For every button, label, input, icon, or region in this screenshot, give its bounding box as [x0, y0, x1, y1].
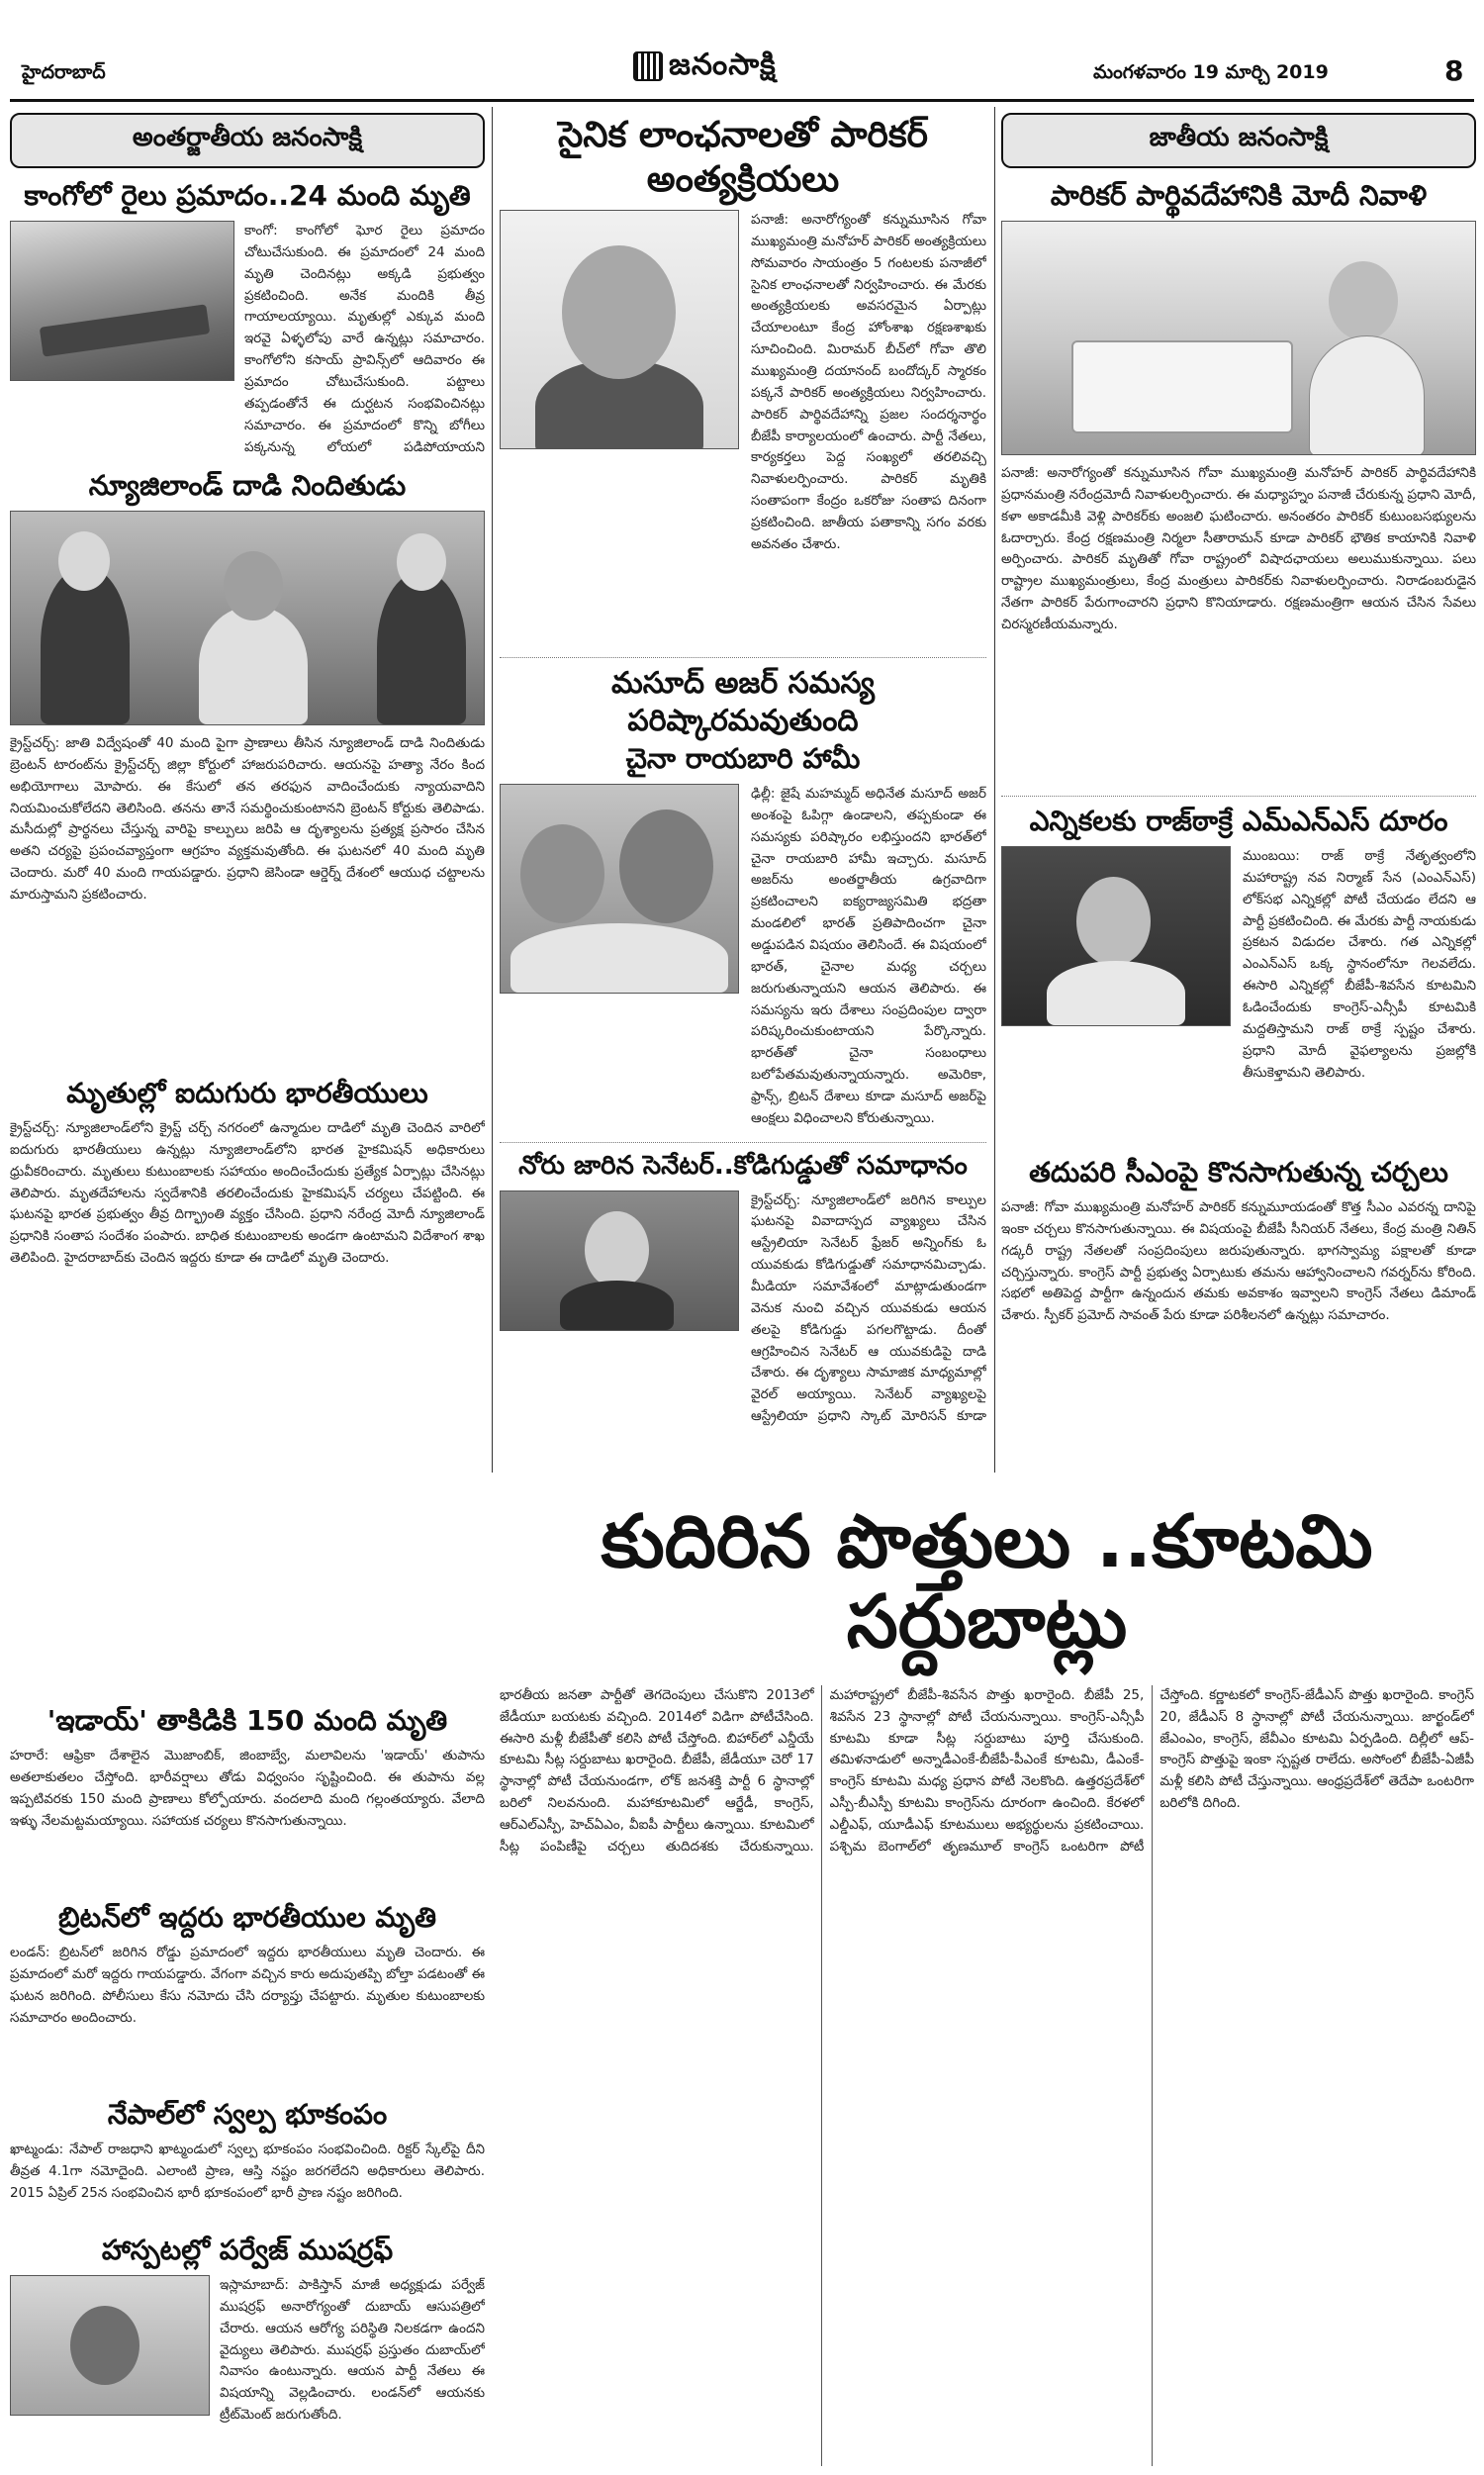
headline-next-cm: తదుపరి సీఎంపై కొనసాగుతున్న చర్చలు [1029, 1156, 1448, 1189]
section-header-national: జాతీయ జనంసాక్షి [1001, 113, 1476, 168]
header-divider [10, 99, 1474, 102]
headline-cyclone-idai: 'ఇడాయ్' తాకిడికి 150 మంది మృతి [46, 1704, 448, 1737]
issue-date: మంగళవారం 19 మార్చి 2019 [1093, 61, 1329, 83]
headline-senator-egg: నోరు జారిన సెనేటర్..కోడిగుడ్డుతో సమాధానం [518, 1151, 968, 1181]
article-body-alliances: భారతీయ జనతా పార్టీతో తెగదెంపులు చేసుకొని 2013లో జేడీయూ బయటకు వచ్చింది. 2014లో విడిగా పోటీచేసింది. ఈసారి మళ్లీ బీజేపీతో కలిసి పోటీ చేస్తోంది. బిహార్‌లో ఎన్డీయే కూటమి సీట్ల సర్దుబాటు ఖరారైంది. బీజేపీ, జేడీయూ చెరో 17 స్థానాల్లో పోటీ చేయనుండగా, లోక్ జనశక్తి పార్టీ 6 స్థానాల్లో బరిలో నిలవనుంది. మహాకూటమిలో ఆర్జేడీ, కాంగ్రెస్, ఆర్ఎల్ఎస్పీ, హెచ్ఏఎం, వీఐపీ పార్టీలు ఉన్నాయి. కూటమిలో సీట్ల పంపిణీపై చర్చలు తుదిదశకు చేరుకున్నాయి. మహారాష్ట్రలో బీజేపీ-శివసేన పొత్తు ఖరారైంది. బీజేపీ 25, శివసేన 23 స్థానాల్లో పోటీ చేయనున్నాయి. కాంగ్రెస్-ఎన్సీపీ కూటమి కూడా సీట్ల సర్దుబాటు పూర్తి చేసుకుంది. తమిళనాడులో అన్నాడీఎంకే-బీజేపీ-పీఎంకే కూటమి, డీఎంకే-కాంగ్రెస్ కూటమి మధ్య ప్రధాన పోటీ నెలకొంది. ఉత్తరప్రదేశ్‌లో ఎస్పీ-బీఎస్పీ కూటమి కాంగ్రెస్‌ను దూరంగా ఉంచింది. కేరళలో ఎల్డీఎఫ్, యూడీఎఫ్ కూటములు అభ్యర్థులను ప్రకటించాయి. పశ్చిమ బెంగాల్‌లో తృణమూల్ కాంగ్రెస్ ఒంటరిగా పోటీ చేస్తోంది. కర్ణాటకలో కాంగ్రెస్-జేడీఎస్ పొత్తు ఖరారైంది. కాంగ్రెస్ 20, జేడీఎస్ 8 స్థానాల్లో పోటీ చేయనున్నాయి. జార్ఖండ్‌లో జేఎంఎం, కాంగ్రెస్, జేవీఎం కూటమి ఏర్పడింది. దిల్లీలో ఆప్-కాంగ్రెస్ పొత్తుపై ఇంకా స్పష్టత రాలేదు. అసోంలో బీజేపీ-ఏజీపీ మళ్లీ కలిసి పోటీ చేస్తున్నాయి. ఆంధ్రప్రదేశ్‌లో తెదేపా ఒంటరిగా బరిలోకి దిగింది. [500, 1686, 1474, 1855]
left-column [10, 107, 485, 2467]
article-body-masood-azhar: ఢిల్లీ: జైషే మహమ్మద్ అధినేత మసూద్ అజర్ అంశంపై ఓపిగ్గా ఉండాలని, తప్పకుండా ఈ సమస్యకు పరిష్కారం లభిస్తుందని భారత్‌లో చైనా రాయబారి హామీ ఇచ్చారు. మసూద్ అజర్‌ను అంతర్జాతీయ ఉగ్రవాదిగా ప్రకటించాలని ఐక్యరాజ్యసమితి భద్రతా మండలిలో భారత్ ప్రతిపాదించగా చైనా అడ్డుపడిన విషయం తెలిసిందే. ఈ విషయంలో భారత్, చైనాల మధ్య చర్చలు జరుగుతున్నాయని ఆయన తెలిపారు. ఈ సమస్యను ఇరు దేశాలు సంప్రదింపుల ద్వారా పరిష్కరించుకుంటాయని పేర్కొన్నారు. భారత్‌తో చైనా సంబంధాలు బలోపేతమవుతున్నాయన్నారు. అమెరికా, ఫ్రాన్స్, బ్రిటన్ దేశాలు కూడా మసూద్ అజర్‌పై ఆంక్షలు విధించాలని కోరుతున్నాయి. [751, 786, 986, 1126]
article-body-cyclone-idai: హరారే: ఆఫ్రికా దేశాలైన మొజాంబిక్, జింబాబ్వే, మలావిలను 'ఇడాయ్' తుపాను అతలాకుతలం చేస్తోంది. భారీవర్షాలు తోడు విధ్వంసం సృష్టించింది. ఈ తుపాను వల్ల ఇప్పటివరకు 150 మంది ప్రాణాలు కోల్పోయారు. వందలాది మంది గల్లంతయ్యారు. వేలాది ఇళ్ళు నేలమట్టమయ్యాయి. సహాయక చర్యలు కొనసాగుతున్నాయి. [10, 1748, 485, 1829]
photo-train-accident [10, 221, 234, 381]
headline-musharraf: హాస్పటల్లో పర్వేజ్ ముషర్రఫ్ [101, 2234, 394, 2266]
headline-parrikar-funeral: సైనిక లాంఛనాలతో పారికర్ అంత్యక్రియలు [558, 115, 928, 200]
column-divider [994, 107, 995, 1473]
article-separator [500, 657, 986, 659]
article-body-senator-egg: క్రైస్ట్‌చర్చ్: న్యూజిలాండ్‌లో జరిగిన కాల్పుల ఘటనపై వివాదాస్పద వ్యాఖ్యలు చేసిన ఆస్ట్రేలియా సెనేటర్ ఫ్రేజర్ అన్నింగ్‌కు ఓ యువకుడు కోడిగుడ్డుతో సమాధానమిచ్చాడు. మీడియా సమావేశంలో మాట్లాడుతుండగా వెనుక నుంచి వచ్చిన యువకుడు ఆయన తలపై కోడిగుడ్డు పగలగొట్టాడు. దీంతో ఆగ్రహించిన సెనేటర్ ఆ యువకుడిపై దాడి చేశారు. ఈ దృశ్యాలు సామాజిక మాధ్యమాల్లో వైరల్ అయ్యాయి. సెనేటర్ వ్యాఖ్యలపై ఆస్ట్రేలియా ప్రధాని స్కాట్ మోరిసన్ కూడా [751, 1191, 986, 1425]
masthead-title: జనంసాక్షి [669, 48, 777, 82]
photo-parrikar [500, 210, 739, 449]
article-body-congo-train: కాంగో: కాంగోలో ఘోర రైలు ప్రమాదం చోటుచేసుకుంది. ఈ ప్రమాదంలో 24 మంది మృతి చెందినట్లు అక్కడి ప్రభుత్వం ప్రకటించింది. అనేక మందికి తీవ్ర గాయాలయ్యాయి. మృతుల్లో ఎక్కువ మంది ఇరవై ఏళ్ళలోపు వారే ఉన్నట్లు సమాచారం. కాంగోలోని కసాయ్ ప్రావిన్స్‌లో ఆదివారం ఈ ప్రమాదం చోటుచేసుకుంది. పట్టాలు తప్పడంతోనే ఈ దుర్ఘటన సంభవించినట్లు సమాచారం. ఈ ప్రమాదంలో కొన్ని బోగీలు పక్కనున్న లోయలో పడిపోయాయని [244, 223, 485, 455]
headline-congo-train: కాంగోలో రైలు ప్రమాదం..24 మంది మృతి [24, 179, 471, 212]
section-header-international: అంతర్జాతీయ జనంసాక్షి [10, 113, 485, 168]
article-body-parrikar-funeral: పనాజీ: అనారోగ్యంతో కన్నుమూసిన గోవా ముఖ్యమంత్రి మనోహర్ పారికర్ అంత్యక్రియలు సోమవారం సాయంత్రం 5 గంటలకు పనాజీలో సైనిక లాంఛనాలతో నిర్వహించారు. ఈ మేరకు అంత్యక్రియలకు అవసరమైన ఏర్పాట్లు చేయాలంటూ కేంద్ర హోంశాఖ రక్షణశాఖకు సూచించింది. మిరామర్ బీచ్‌లో గోవా తొలి ముఖ్యమంత్రి దయానంద్ బందోద్కర్ స్మారకం పక్కనే పారికర్ అంత్యక్రియలు నిర్వహించారు. పారికర్ పార్థివదేహాన్ని ప్రజల సందర్శనార్థం బీజేపీ కార్యాలయంలో ఉంచారు. పార్టీ నేతలు, కార్యకర్తలు పెద్ద సంఖ్యలో తరలివచ్చి నివాళులర్పించారు. పారికర్ మృతికి సంతాపంగా కేంద్రం ఒకరోజు సంతాప దినంగా ప్రకటించింది. జాతీయ పతాకాన్ని సగం వరకు అవనతం చేశారు. [751, 212, 986, 552]
article-body-raj-thackeray: ముంబయి: రాజ్ ఠాక్రే నేతృత్వంలోని మహారాష్ట్ర నవ నిర్మాణ్ సేన (ఎంఎన్ఎస్) లోక్‌సభ ఎన్నికల్లో పోటీ చేయడం లేదని ఆ పార్టీ ప్రకటించింది. ఈ మేరకు పార్టీ నాయకుడు ప్రకటన విడుదల చేశారు. గత ఎన్నికల్లో ఎంఎన్ఎస్ ఒక్క స్థానంలోనూ గెలవలేదు. ఈసారి ఎన్నికల్లో బీజేపీ-శివసేన కూటమిని ఓడించేందుకు కాంగ్రెస్-ఎన్సీపీ కూటమికి మద్దతిస్తామని రాజ్ ఠాక్రే స్పష్టం చేశారు. ప్రధాని మోదీ వైఫల్యాలను ప్రజల్లోకి తీసుకెళ్తామని తెలిపారు. [1243, 848, 1476, 1081]
photo-raj-thackeray [1001, 846, 1231, 1026]
photo-masood-azhar [500, 784, 739, 994]
headline-modi-tribute: పారికర్ పార్థివదేహానికి మోదీ నివాళి [1050, 179, 1428, 212]
photo-senator [500, 1190, 739, 1331]
photo-modi-tribute [1001, 221, 1476, 455]
article-body-nz-attacker: క్రైస్ట్‌చర్చ్: జాతి విద్వేషంతో 40 మంది పైగా ప్రాణాలు తీసిన న్యూజిలాండ్ దాడి నిందితుడు బ్రెంటన్ టారంట్‌ను క్రైస్ట్‌చర్చ్ జిల్లా కోర్టులో హాజరుపరిచారు. ఆయనపై హత్యా నేరం కింద అభియోగాలు మోపారు. ఈ కేసులో తన తరఫున వాదించేందుకు న్యాయవాదిని నియమించుకోలేదని తెలిసింది. తనను తానే సమర్థించుకుంటానని బ్రెంటన్ కోర్టుకు తెలిపాడు. మసీదుల్లో ప్రార్థనలు చేస్తున్న వారిపై కాల్పులు జరిపి ఆ దృశ్యాలను ప్రత్యక్ష ప్రసారం చేసిన అతని చర్యపై ప్రపంచవ్యాప్తంగా ఆగ్రహం వ్యక్తమవుతోంది. ఈ ఘటనలో 40 మంది మృతి చెందారు. మరో 40 మంది గాయపడ్డారు. ప్రధాని జెసిండా ఆర్డెర్న్ దేశంలో ఆయుధ చట్టాలను మారుస్తామని ప్రకటించారు. [10, 735, 485, 904]
headline-britain-accident: బ్రిటన్‌లో ఇద్దరు భారతీయుల మృతి [58, 1901, 436, 1934]
subheadline-china-envoy: చైనా రాయబారి హామీ [625, 742, 861, 775]
article-body-next-cm: పనాజీ: గోవా ముఖ్యమంత్రి మనోహర్ పారికర్ కన్నుమూయడంతో కొత్త సీఎం ఎవరన్న దానిపై ఇంకా చర్చలు కొనసాగుతున్నాయి. ఈ విషయంపై బీజేపీ సీనియర్ నేతలు, కేంద్ర మంత్రి నితిన్ గడ్కరీ రాష్ట్ర నేతలతో సంప్రదింపులు జరుపుతున్నారు. భాగస్వామ్య పక్షాలతో కూడా చర్చిస్తున్నారు. కాంగ్రెస్ పార్టీ ప్రభుత్వ ఏర్పాటుకు తమను ఆహ్వానించాలని గవర్నర్‌ను కోరింది. సభలో అతిపెద్ద పార్టీగా ఉన్నందున తమకు అవకాశం ఇవ్వాలని కాంగ్రెస్ నేతలు డిమాండ్ చేశారు. స్పీకర్ ప్రమోద్ సావంత్ పేరు కూడా పరిశీలనలో ఉన్నట్లు సమాచారం. [1001, 1199, 1476, 1324]
article-separator [500, 1142, 986, 1144]
article-body-nepal-quake: ఖాట్మండు: నేపాల్ రాజధాని ఖాట్మండులో స్వల్ప భూకంపం సంభవించింది. రిక్టర్ స్కేల్‌పై దీని తీవ్రత 4.1గా నమోదైంది. ఎలాంటి ప్రాణ, ఆస్తి నష్టం జరగలేదని అధికారులు తెలిపారు. 2015 ఏప్రిల్ 25న సంభవించిన భారీ భూకంపంలో భారీ ప్రాణ నష్టం జరిగింది. [10, 2142, 485, 2201]
page-header [0, 0, 1484, 91]
page-number: 8 [1444, 54, 1464, 87]
photo-musharraf [10, 2275, 210, 2416]
headline-nepal-quake: నేపాల్‌లో స్వల్ప భూకంపం [107, 2098, 388, 2131]
bottom-block [500, 1476, 1474, 2466]
headline-masood-azhar: మసూద్ అజర్ సమస్య పరిష్కారమవుతుంది [611, 666, 875, 738]
masthead [633, 48, 777, 89]
article-body-musharraf: ఇస్లామాబాద్: పాకిస్తాన్ మాజీ అధ్యక్షుడు పర్వేజ్ ముషర్రఫ్ అనారోగ్యంతో దుబాయ్ ఆసుపత్రిలో చేరారు. ఆయన ఆరోగ్య పరిస్థితి నిలకడగా ఉందని వైద్యులు తెలిపారు. ముషర్రఫ్ ప్రస్తుతం దుబాయ్‌లో నివాసం ఉంటున్నారు. ఆయన పార్టీ నేతలు ఈ విషయాన్ని వెల్లడించారు. లండన్‌లో ఆయనకు ట్రీట్‌మెంట్ జరుగుతోంది. [220, 2277, 485, 2424]
article-body-indian-victims: క్రైస్ట్‌చర్చ్: న్యూజిలాండ్‌లోని క్రైస్ట్ చర్చ్ నగరంలో ఉన్మాదుల దాడిలో మృతి చెందిన వారిలో ఐదుగురు భారతీయులు ఉన్నట్లు న్యూజిలాండ్‌లోని భారత హైకమిషన్ అధికారులు ధ్రువీకరించారు. మృతులు కుటుంబాలకు సహాయం అందించేందుకు ప్రత్యేక ఏర్పాట్లు చేసినట్లు తెలిపారు. మృతదేహాలను స్వదేశానికి తరలించేందుకు హైకమిషన్ చర్యలు చేపట్టింది. ఈ ఘటనపై భారత ప్రభుత్వం తీవ్ర దిగ్భ్రాంతి వ్యక్తం చేసింది. ప్రధాని నరేంద్ర మోదీ న్యూజిలాండ్ ప్రధానికి సంతాప సందేశం పంపారు. బాధిత కుటుంబాలకు అండగా ఉంటామని విదేశాంగ శాఖ తెలిపింది. హైదరాబాద్‌కు చెందిన ఇద్దరు కూడా ఈ దాడిలో మృతి చెందారు. [10, 1120, 485, 1267]
middle-column [500, 107, 986, 1473]
city-label: హైదరాబాద్ [22, 61, 106, 83]
masthead-logo-icon [633, 51, 663, 81]
article-separator [1001, 796, 1476, 798]
headline-alliances: కుదిరిన పొత్తులు ..కూటమి సర్దుబాట్లు [601, 1499, 1373, 1666]
headline-nz-attacker: న్యూజిలాండ్ దాడి నిందితుడు [88, 469, 407, 502]
headline-indian-victims: మృతుల్లో ఐదుగురు భారతీయులు [66, 1077, 428, 1109]
column-divider [492, 107, 493, 1473]
article-body-britain-accident: లండన్: బ్రిటన్‌లో జరిగిన రోడ్డు ప్రమాదంలో ఇద్దరు భారతీయులు మృతి చెందారు. ఈ ప్రమాదంలో మరో ఇద్దరు గాయపడ్డారు. వేగంగా వచ్చిన కారు అదుపుతప్పి బోల్తా పడటంతో ఈ ఘటన జరిగింది. పోలీసులు కేసు నమోదు చేసి దర్యాప్తు చేపట్టారు. మృతుల కుటుంబాలకు సమాచారం అందించారు. [10, 1945, 485, 2026]
headline-raj-thackeray: ఎన్నికలకు రాజ్‌ఠాక్రే ఎమ్ఎన్ఎస్ దూరం [1029, 805, 1448, 837]
photo-court-hearing [10, 511, 485, 725]
article-body-modi-tribute: పనాజీ: అనారోగ్యంతో కన్నుమూసిన గోవా ముఖ్యమంత్రి మనోహర్ పారికర్ పార్థివదేహానికి ప్రధానమంత్రి నరేంద్రమోదీ నివాళులర్పించారు. ఈ మధ్యాహ్నం పనాజీ చేరుకున్న ప్రధాని మోదీ, కళా అకాడమీకి వెళ్లి పారికర్‌కు అంజలి ఘటించారు. అనంతరం పారికర్ కుటుంబసభ్యులను ఓదార్చారు. కేంద్ర రక్షణమంత్రి నిర్మలా సీతారామన్ కూడా పారికర్ భౌతిక కాయానికి నివాళి అర్పించారు. పారికర్ మృతితో గోవా రాష్ట్రంలో విషాదఛాయలు అలుముకున్నాయి. పలు రాష్ట్రాల ముఖ్యమంత్రులు, కేంద్ర మంత్రులు పారికర్‌కు నివాళులర్పించారు. నిరాడంబరుడైన నేతగా పారికర్ పేరుగాంచారని ప్రధాని కొనియాడారు. రక్షణమంత్రిగా ఆయన చేసిన సేవలు చిరస్మరణీయమన్నారు. [1001, 465, 1476, 633]
right-column [1001, 107, 1476, 1473]
